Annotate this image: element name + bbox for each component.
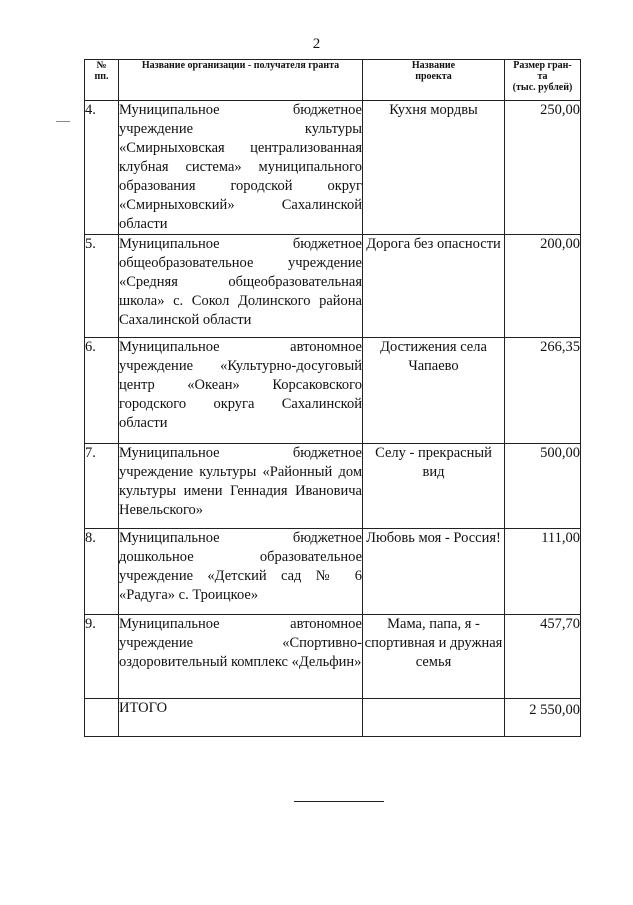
table-header-row — [85, 60, 581, 101]
header-org-label: Название организации - получателя гранта — [141, 60, 340, 71]
table-row — [85, 615, 581, 699]
total-number-cell — [85, 699, 119, 737]
total-label: ИТОГО — [119, 699, 363, 737]
header-amount-line3: (тыс. рублей) — [512, 82, 573, 93]
row-number: 5. — [85, 235, 119, 338]
grant-amount: 200,00 — [505, 235, 581, 338]
grant-amount: 500,00 — [505, 444, 581, 529]
total-row — [85, 699, 581, 737]
organization-name: Муниципальное бюджетное дошкольное образовательное учреждение «Детский сад № 6 «Радуга» с. Троицкое» — [119, 529, 363, 615]
table-row — [85, 235, 581, 338]
table-row — [85, 101, 581, 235]
header-num — [85, 60, 119, 101]
organization-name: Муниципальное бюджетное учреждение культуры «Смирныховская централизованная клубная система» муниципального образования городской округ «Смирныховский» Сахалинской области — [119, 101, 363, 235]
total-amount: 2 550,00 — [505, 699, 581, 737]
grant-amount: 111,00 — [505, 529, 581, 615]
header-project — [363, 60, 505, 101]
header-amount — [505, 60, 581, 101]
row-number: 6. — [85, 338, 119, 444]
margin-mark — [56, 121, 70, 122]
header-project-line2: проекта — [415, 71, 452, 82]
project-name: Дорога без опасности — [363, 235, 505, 338]
row-number: 8. — [85, 529, 119, 615]
header-project-line1: Название — [411, 60, 456, 71]
row-number: 4. — [85, 101, 119, 235]
header-amount-line2: та — [537, 71, 548, 82]
page-number: 2 — [312, 36, 321, 52]
grant-amount: 250,00 — [505, 101, 581, 235]
organization-name: Муниципальное бюджетное учреждение культуры «Районный дом культуры имени Геннадия Ивановича Невельского» — [119, 444, 363, 529]
organization-name: Муниципальное бюджетное общеобразовательное учреждение «Средняя общеобразовательная школа» с. Сокол Долинского района Сахалинской области — [119, 235, 363, 338]
header-num-symbol: № — [96, 60, 107, 71]
header-num-abbr: пп. — [94, 71, 109, 82]
table-row — [85, 529, 581, 615]
table-row — [85, 444, 581, 529]
project-name: Достижения села Чапаево — [363, 338, 505, 444]
header-org — [119, 60, 363, 101]
total-project-cell — [363, 699, 505, 737]
organization-name: Муниципальное автономное учреждение «Спортивно-оздоровительный комплекс «Дельфин» — [119, 615, 363, 699]
row-number: 9. — [85, 615, 119, 699]
grant-amount: 266,35 — [505, 338, 581, 444]
project-name: Мама, папа, я - спортивная и дружная семья — [363, 615, 505, 699]
project-name: Кухня мордвы — [363, 101, 505, 235]
row-number: 7. — [85, 444, 119, 529]
organization-name: Муниципальное автономное учреждение «Культурно-досуговый центр «Океан» Корсаковского городского округа Сахалинской области — [119, 338, 363, 444]
project-name: Любовь моя - Россия! — [363, 529, 505, 615]
grants-table — [84, 59, 581, 737]
project-name: Селу - прекрасный вид — [363, 444, 505, 529]
header-amount-line1: Размер гран- — [513, 60, 572, 71]
end-of-document-line — [294, 801, 384, 802]
grant-amount: 457,70 — [505, 615, 581, 699]
table-row — [85, 338, 581, 444]
